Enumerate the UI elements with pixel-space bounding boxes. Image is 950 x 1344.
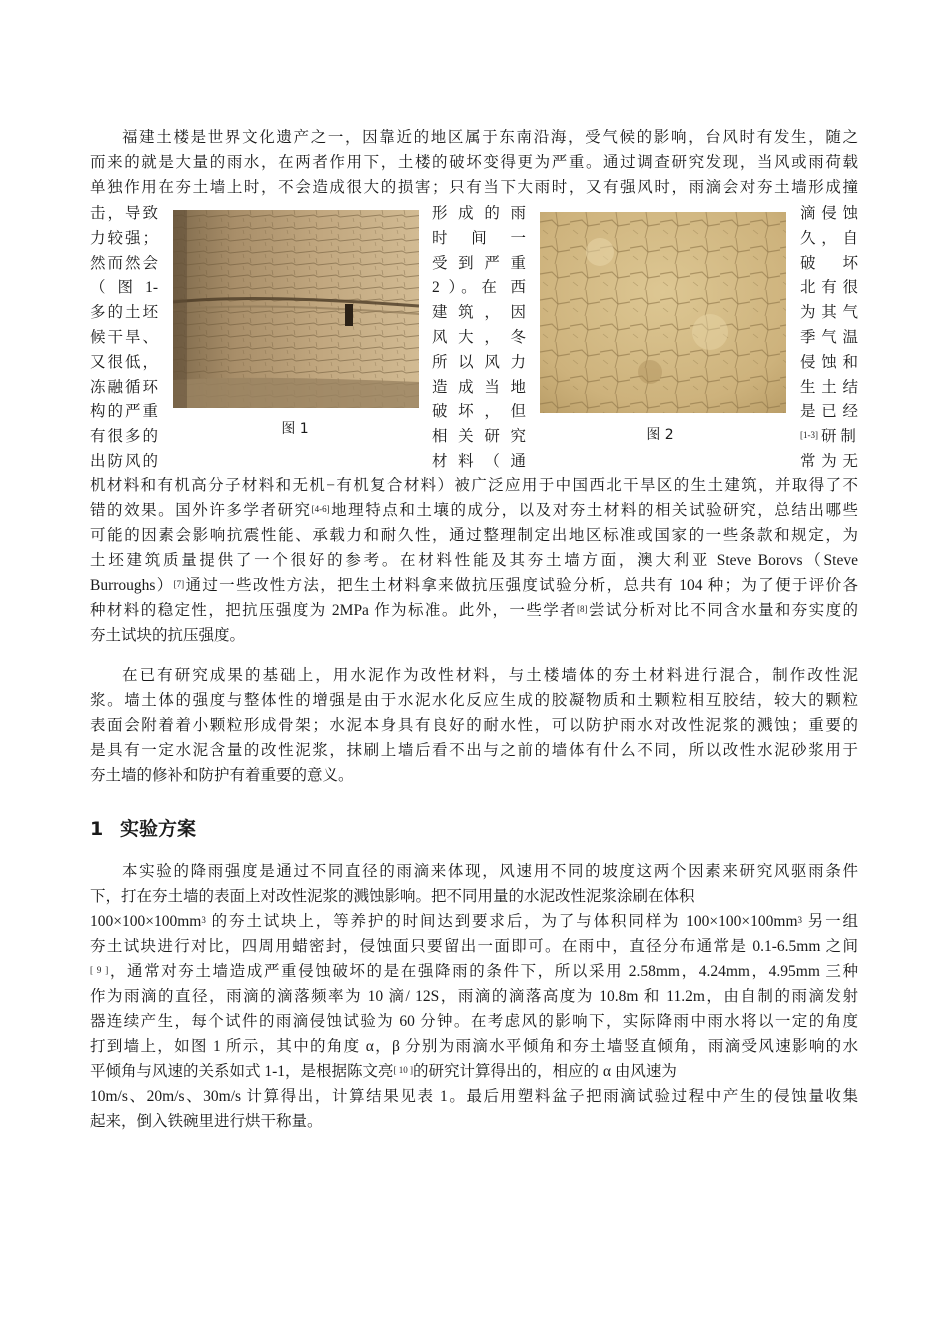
- para2-line: 浆。墙土体的强度与整体性的增强是由于水泥水化反应生成的胶凝物质和土颗粒相互胶结，较大的颗粒: [90, 692, 858, 709]
- col-middle-line: 风 大 ， 冬: [432, 328, 526, 346]
- col-middle-line: 受 到 严 重: [432, 254, 526, 272]
- para3-line: 本实验的降雨强度是通过不同直径的雨滴来体现，风速用不同的坡度这两个因素来研究风驱雨条件: [122, 863, 858, 880]
- para3-line: 下，打在夯土墙的表面上对改性泥浆的溅蚀影响。把不同用量的水泥改性泥浆涂刷在体积: [90, 888, 695, 905]
- col-middle-line: 破 坏 ， 但: [432, 403, 526, 421]
- para2-line: 是具有一定水泥含量的改性泥浆，抹刷上墙后看不出与之前的墙体有什么不同，所以改性水泥砂浆用于: [90, 742, 858, 759]
- col-right-line: 北 有 很: [800, 279, 858, 297]
- col-right-line: 是 已 经: [800, 403, 858, 421]
- col-left-line: （ 图 1-: [90, 279, 158, 297]
- text-column-left: [90, 202, 158, 475]
- col-right-line: 久 ， 自: [800, 229, 858, 247]
- section-title: 实验方案: [120, 818, 197, 840]
- wall-photo-image: [173, 210, 419, 408]
- para1-line: 土坯建筑质量提供了一个很好的参考。在材料性能及其夯土墙方面，澳大利亚 Steve Borovs（Steve: [90, 552, 858, 569]
- para1-line: [90, 499, 858, 523]
- figure-2-caption: 图 2: [646, 427, 674, 443]
- para1-text: 错的效果。国外许多学者研究: [90, 502, 312, 519]
- section-number: 1: [90, 818, 104, 840]
- para3-text: 另一组: [802, 913, 858, 930]
- para1-line: [90, 574, 858, 598]
- surface-photo-image: [540, 212, 786, 413]
- para3-line: 作为雨滴的直径，雨滴的滴落频率为 10 滴/ 12S，雨滴的滴落高度为 10.8m 和 11.2m，由自制的雨滴发射: [90, 988, 858, 1005]
- col-right-line: 侵 蚀 和: [800, 353, 858, 371]
- para3-text: 100×100×100mm: [90, 913, 202, 930]
- para1-text: Burroughs）: [90, 577, 174, 594]
- col-middle-line: 相 关 研 究: [432, 428, 526, 446]
- col-right-line: 破 坏: [800, 254, 858, 272]
- para1-line: 可能的因素会影响抗震性能、承载力和耐久性，通过整理制定出地区标准或国家的一些条款和规定，为: [90, 527, 858, 544]
- col-right-text: 研 制: [821, 428, 856, 446]
- col-middle-line: 2 ）。在 西: [432, 279, 526, 297]
- para3-line: [90, 960, 858, 984]
- col-left-line: 多的土坯: [90, 304, 158, 322]
- intro-line-2: 而来的就是大量的雨水，在两者作用下，土楼的破坏变得更为严重。通过调查研究发现，当风或雨荷载: [90, 154, 858, 171]
- col-right-line: 季 气 温: [800, 328, 858, 346]
- figure-2-surface-photo: [540, 212, 786, 413]
- para1-text: 种材料的稳定性，把抗压强度为 2MPa 作为标准。此外，一些学者: [90, 602, 578, 619]
- superscript: 3: [797, 915, 803, 925]
- para1-line: [90, 599, 858, 623]
- figure-1-caption: 图 1: [281, 421, 309, 437]
- intro-line-1: 福建土楼是世界文化遗产之一，因靠近的地区属于东南沿海，受气候的影响，台风时有发生，随之: [122, 129, 858, 146]
- para1-line: 机材料和有机高分子材料和无机−有机复合材料）被广泛应用于中国西北干旱区的生土建筑，并取得了不: [90, 477, 858, 494]
- citation: [ 9 ]: [90, 965, 109, 975]
- para3-text: 平倾角与风速的关系如式 1-1，是根据陈文亮: [90, 1063, 394, 1080]
- para1-line: 夯土试块的抗压强度。: [90, 627, 246, 644]
- section-heading: [90, 814, 196, 841]
- col-left-line: 击，导致: [90, 205, 158, 222]
- col-left-line: 有很多的: [90, 428, 158, 446]
- para3-line: 器连续产生，每个试件的雨滴侵蚀试验为 60 分钟。在考虑风的影响下，实际降雨中雨水将以一定的角度: [90, 1013, 858, 1030]
- col-middle-line: 所 以 风 力: [432, 353, 526, 371]
- para3-text: ，通常对夯土墙造成严重侵蚀破坏的是在强降雨的条件下，所以采用 2.58mm，4.24mm，4.95mm 三种: [108, 963, 859, 980]
- citation: [ 10 ]: [393, 1065, 414, 1075]
- col-left-line: 力较强；: [90, 229, 158, 247]
- superscript: 3: [201, 915, 206, 925]
- intro-line-3: 单独作用在夯土墙上时，不会造成很大的损害；只有当下大雨时，又有强风时，雨滴会对夯土墙形成撞: [90, 179, 858, 196]
- col-left-line: 冻融循环: [90, 378, 158, 396]
- col-left-line: 然而然会: [90, 254, 158, 272]
- para3-line: 起来，倒入铁碗里进行烘干称量。: [90, 1113, 323, 1130]
- col-right-line: 常 为 无: [800, 452, 858, 470]
- text-column-right: [800, 202, 858, 475]
- para2-line: 在已有研究成果的基础上，用水泥作为改性材料，与土楼墙体的夯土材料进行混合，制作改性泥: [122, 667, 858, 684]
- citation: [8]: [577, 604, 588, 614]
- citation: [7]: [173, 579, 185, 589]
- citation: [1-3]: [800, 430, 818, 441]
- text-column-middle: [432, 202, 526, 475]
- col-middle-line: 时 间 一: [432, 229, 526, 247]
- figure-1-wall-photo: [173, 210, 419, 408]
- para3-line: 夯土试块进行对比，四周用蜡密封，侵蚀面只要留出一面即可。在雨中，直径分布通常是 0.1-6.5mm 之间: [90, 938, 858, 955]
- para3-line: [90, 1060, 858, 1084]
- citation: [4-6]: [311, 504, 330, 514]
- col-middle-line: 材 料 （ 通: [432, 452, 526, 470]
- col-middle-line: 形 成 的 雨: [432, 205, 526, 222]
- para1-text: 地理特点和土壤的成分，以及对夯土材料的相关试验研究，总结出哪些: [329, 502, 858, 519]
- para3-line: 10m/s、20m/s、30m/s 计算得出，计算结果见表 1。最后用塑料盆子把雨滴试验过程中产生的侵蚀量收集: [90, 1088, 858, 1105]
- para2-line: 夯土墙的修补和防护有着重要的意义。: [90, 767, 354, 784]
- para1-text: 通过一些改性方法，把生土材料拿来做抗压强度试验分析，总共有 104 种；为了便于评价各: [184, 577, 858, 594]
- col-right-line: 滴 侵 蚀: [800, 205, 858, 222]
- para3-text: 的夯土试块上，等养护的时间达到要求后，为了与体积同样为 100×100×100mm: [205, 913, 798, 930]
- col-right-line: 为 其 气: [800, 304, 858, 322]
- para1-text: 尝试分析对比不同含水量和夯实度的: [587, 602, 858, 619]
- col-left-line: 又很低，: [90, 353, 158, 371]
- para3-text: 的研究计算得出的，相应的 α 由风速为: [413, 1063, 677, 1080]
- col-left-line: 候干旱、: [90, 328, 158, 346]
- col-middle-line: 造 成 当 地: [432, 378, 526, 396]
- para3-line: 打到墙上，如图 1 所示，其中的角度 α，β 分别为雨滴水平倾角和夯土墙竖直倾角，雨滴受风速影响的水: [90, 1038, 858, 1055]
- col-middle-line: 建 筑 ， 因: [432, 304, 526, 322]
- para3-line: [90, 910, 858, 934]
- col-left-line: 出防风的: [90, 452, 158, 470]
- col-right-line: [800, 425, 858, 450]
- col-right-line: 生 土 结: [800, 378, 858, 396]
- col-left-line: 构的严重: [90, 403, 158, 421]
- para2-line: 表面会附着着小颗粒形成骨架；水泥本身具有良好的耐水性，可以防护雨水对改性泥浆的溅蚀；重要的: [90, 717, 858, 734]
